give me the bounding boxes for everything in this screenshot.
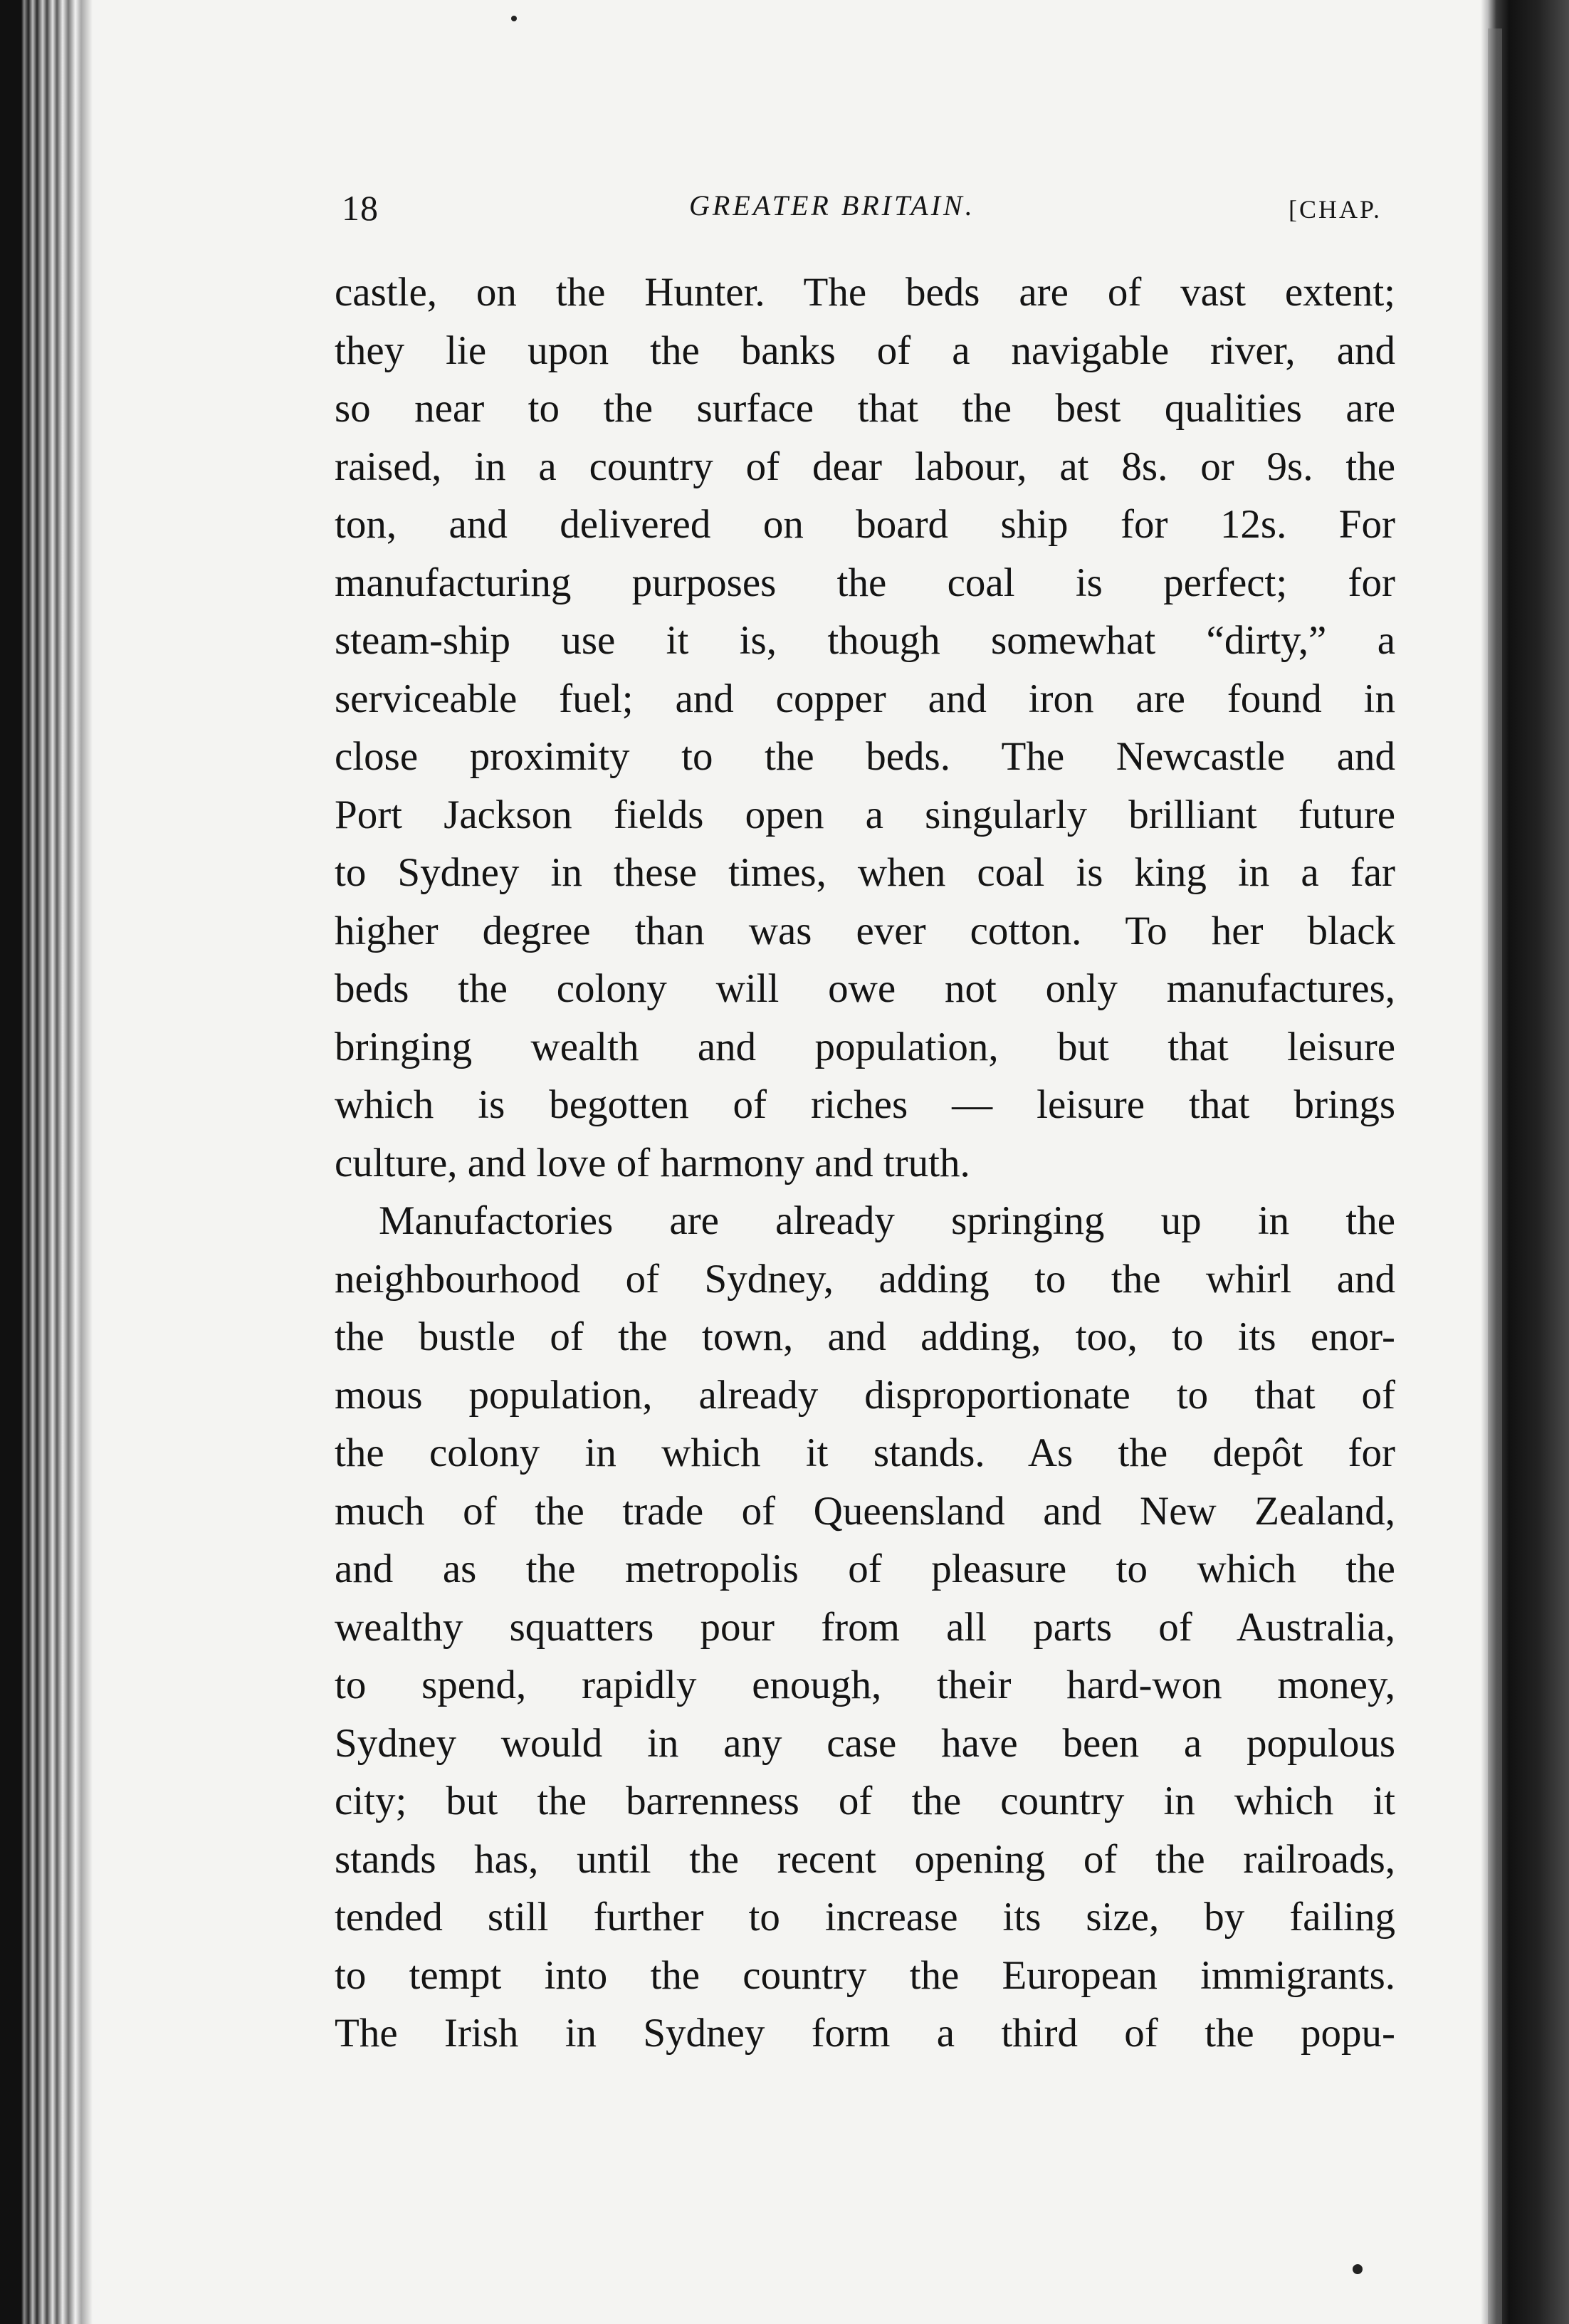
text-line: mous population, already disproportionate to that of: [335, 1372, 1395, 1418]
text-line: higher degree than was ever cotton. To her black: [335, 908, 1395, 953]
ink-speck: [1353, 2264, 1363, 2274]
text-line: Manufactories are already springing up in the: [379, 1198, 1395, 1243]
text-line: and as the metropolis of pleasure to which the: [335, 1546, 1395, 1591]
text-line: Port Jackson fields open a singularly brilliant future: [335, 792, 1395, 837]
running-title: GREATER BRITAIN.: [689, 189, 975, 221]
text-line: bringing wealth and population, but that leisure: [335, 1024, 1395, 1069]
text-line: castle, on the Hunter. The beds are of vast extent;: [335, 270, 1395, 315]
text-line: beds the colony will owe not only manufactures,: [335, 966, 1395, 1011]
chapter-mark: [CHAP.: [1289, 195, 1382, 224]
text-line: stands has, until the recent opening of the railroads,: [335, 1836, 1395, 1882]
text-line: raised, in a country of dear labour, at 8s. or 9s. the: [335, 444, 1395, 489]
text-line: the colony in which it stands. As the depôt for: [335, 1430, 1395, 1475]
text-line: to spend, rapidly enough, their hard-won money,: [335, 1663, 1395, 1707]
text-line: city; but the barrenness of the country in which it: [335, 1779, 1395, 1823]
text-line: to tempt into the country the European immigrants.: [335, 1952, 1395, 1998]
text-line: which is begotten of riches — leisure that brings: [335, 1082, 1395, 1127]
text-line: much of the trade of Queensland and New Zealand,: [335, 1488, 1395, 1534]
page-header: [342, 182, 1417, 239]
page-stack-edges: [0, 0, 107, 2324]
body-text: [335, 263, 1395, 2063]
ink-speck: [511, 16, 517, 21]
text-line: so near to the surface that the best qualities are: [335, 386, 1395, 431]
text-line: to Sydney in these times, when coal is king in a far: [335, 850, 1395, 895]
text-line: The Irish in Sydney form a third of the popu-: [335, 2011, 1395, 2056]
text-line: serviceable fuel; and copper and iron are found in: [335, 676, 1395, 721]
text-line: culture, and love of harmony and truth.: [335, 1140, 970, 1185]
gutter-strip: [1488, 28, 1502, 2324]
text-line: the bustle of the town, and adding, too, to its enor-: [335, 1314, 1395, 1359]
text-line: wealthy squatters pour from all parts of Australia,: [335, 1604, 1395, 1650]
text-line: Sydney would in any case have been a populous: [335, 1720, 1395, 1766]
page-number: 18: [342, 188, 379, 228]
text-line: they lie upon the banks of a navigable river, and: [335, 328, 1395, 373]
text-line: close proximity to the beds. The Newcastle and: [335, 734, 1395, 779]
text-line: tended still further to increase its size, by failing: [335, 1895, 1395, 1940]
text-line: neighbourhood of Sydney, adding to the whirl and: [335, 1256, 1395, 1302]
text-line: ton, and delivered on board ship for 12s. For: [335, 502, 1395, 547]
text-line: steam-ship use it is, though somewhat “dirty,” a: [335, 618, 1395, 663]
text-line: manufacturing purposes the coal is perfect; for: [335, 560, 1395, 605]
